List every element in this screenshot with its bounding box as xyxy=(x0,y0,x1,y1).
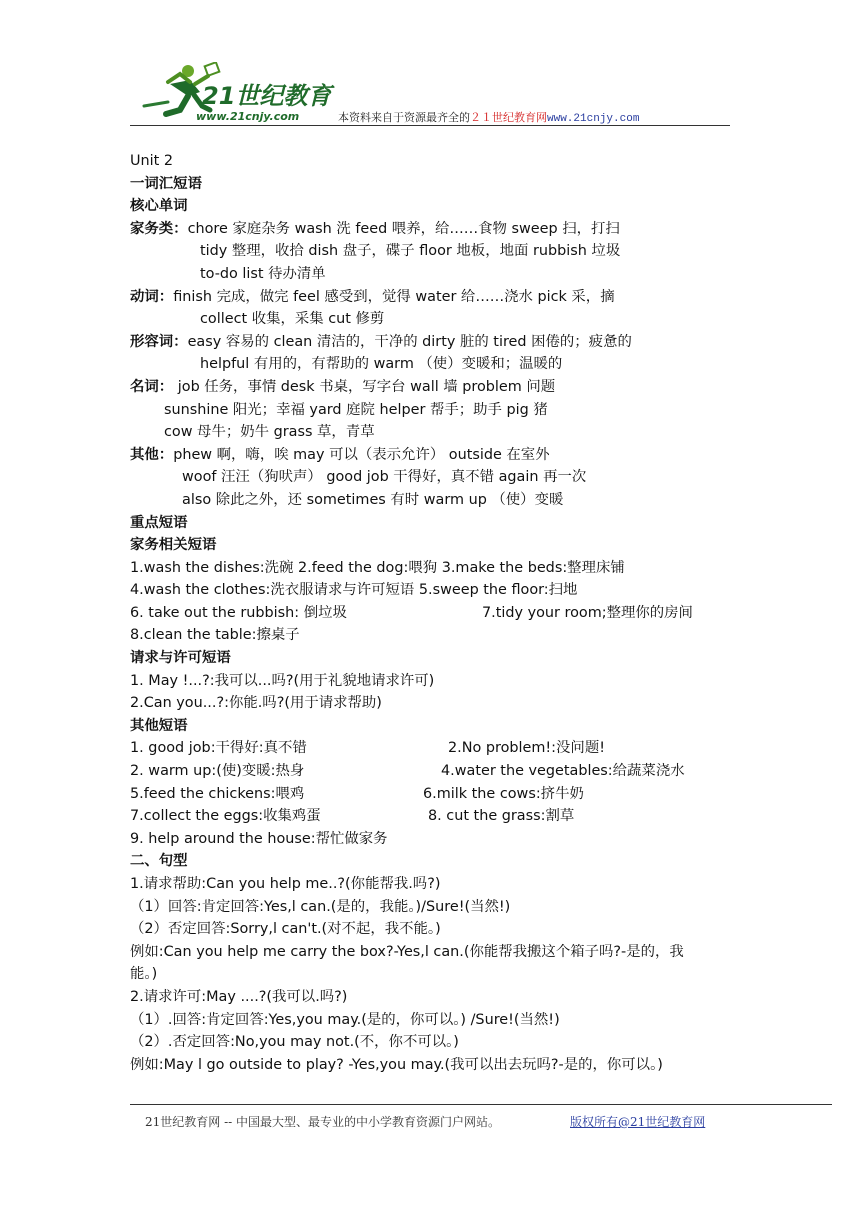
text-line: helpful 有用的，有帮助的 warm （使）变暖和；温暖的 xyxy=(200,356,563,373)
text-line xyxy=(130,376,736,399)
text-line xyxy=(130,783,736,806)
line-text: job 任务，事情 desk 书桌，写字台 wall 墙 problem 问题 xyxy=(173,378,556,395)
category-label: 形容词： xyxy=(130,333,188,350)
phrase-item: 2.No problem!:没问题! xyxy=(448,740,605,757)
source-site-name: ２１世纪教育网 xyxy=(470,111,547,124)
phrase-item: 6.milk the cows:挤牛奶 xyxy=(423,785,584,802)
text-line: （1）.回答:肯定回答:Yes,you may.(是的，你可以。) /Sure!(当然!) xyxy=(130,1011,560,1028)
text-line: 1.wash the dishes:洗碗 2.feed the dog:喂狗 3.make the beds:整理床铺 xyxy=(130,559,625,576)
text-line xyxy=(130,760,736,783)
text-line: 例如:Can you help me carry the box?-Yes,l can.(你能帮我搬这个箱子吗?-是的，我 xyxy=(130,943,684,960)
text-line: 能。) xyxy=(130,966,158,983)
copyright-link[interactable]: 版权所有@21世纪教育网 xyxy=(570,1115,706,1129)
text-line: sunshine 阳光；幸福 yard 庭院 helper 帮手；助手 pig 猪 xyxy=(164,401,548,418)
text-line: 1.请求帮助:Can you help me..?(你能帮我.吗?) xyxy=(130,876,441,892)
phrase-item: 5.feed the chickens:喂鸡 xyxy=(130,785,305,802)
text-line: Unit 2 xyxy=(130,153,174,169)
text-line xyxy=(130,602,736,625)
text-line xyxy=(130,737,736,760)
text-line: 2.请求许可:May ....?(我可以.吗?) xyxy=(130,988,348,1005)
text-line xyxy=(130,331,736,354)
text-line: also 除此之外，还 sometimes 有时 warm up （使）变暖 xyxy=(182,491,564,508)
line-text: finish 完成，做完 feel 感受到，觉得 water 给……浇水 pick 采，摘 xyxy=(173,288,615,305)
text-line: 4.wash the clothes:洗衣服请求与许可短语 5.sweep the floor:扫地 xyxy=(130,582,578,599)
text-line: （2）.否定回答:No,you may not.(不，你不可以。) xyxy=(130,1034,459,1051)
category-label: 动词： xyxy=(130,288,174,305)
text-line: 例如:May l go outside to play? -Yes,you may.(我可以出去玩吗?-是的，你可以。) xyxy=(130,1056,663,1073)
line-text: easy 容易的 clean 清洁的，干净的 dirty 脏的 tired 困倦的；疲惫的 xyxy=(187,333,632,350)
header-source xyxy=(338,109,639,125)
section-heading: 请求与许可短语 xyxy=(130,650,231,667)
text-line xyxy=(130,286,736,309)
document-body xyxy=(130,150,736,1076)
section-heading: 一词汇短语 xyxy=(130,175,202,192)
text-line: 8.clean the table:擦桌子 xyxy=(130,627,300,644)
phrase-item: 2. warm up:(使)变暖:热身 xyxy=(130,763,305,780)
category-label: 其他： xyxy=(130,446,174,463)
footer-text: 21世纪教育网 -- 中国最大型、最专业的中小学教育资源门户网站。 xyxy=(145,1115,501,1129)
category-label: 家务类： xyxy=(130,220,188,237)
text-line: 9. help around the house:帮忙做家务 xyxy=(130,830,388,847)
section-heading: 核心单词 xyxy=(130,198,188,215)
phrase-item: 1. good job:干得好:真不错 xyxy=(130,740,307,757)
line-text: phew 啊，嗨，唉 may 可以（表示允许） outside 在室外 xyxy=(173,446,550,463)
site-logo xyxy=(140,62,340,126)
text-line: （2）否定回答:Sorry,l can't.(对不起，我不能。) xyxy=(130,921,441,938)
text-line: tidy 整理，收拾 dish 盘子，碟子 floor 地板，地面 rubbish 垃圾 xyxy=(200,243,621,260)
category-label: 名词： xyxy=(130,378,174,395)
section-heading: 二、句型 xyxy=(130,853,188,870)
line-text: chore 家庭杂务 wash 洗 feed 喂养，给……食物 sweep 扫，打扫 xyxy=(187,220,620,237)
phrase-item: 4.water the vegetables:给蔬菜浇水 xyxy=(441,763,685,780)
text-line: 1. May !...?:我可以...吗?(用于礼貌地请求许可) xyxy=(130,672,435,689)
footer-divider xyxy=(130,1104,832,1105)
text-line: 2.Can you...?:你能.吗?(用于请求帮助) xyxy=(130,695,382,712)
text-line xyxy=(130,218,736,241)
phrase-item: 6. take out the rubbish: 倒垃圾 xyxy=(130,604,347,621)
text-line: collect 收集，采集 cut 修剪 xyxy=(200,311,385,328)
source-prefix: 本资料来自于资源最齐全的 xyxy=(338,111,470,124)
logo-url: www.21cnjy.com xyxy=(196,110,300,123)
text-line: （1）回答:肯定回答:Yes,l can.(是的，我能。)/Sure!(当然!) xyxy=(130,898,511,915)
header-divider xyxy=(130,125,730,126)
text-line xyxy=(130,444,736,467)
text-line: woof 汪汪（狗吠声） good job 干得好，真不错 again 再一次 xyxy=(182,469,587,486)
source-url[interactable]: www.21cnjy.com xyxy=(547,113,640,125)
section-heading: 重点短语 xyxy=(130,514,188,531)
phrase-item: 8. cut the grass:割草 xyxy=(428,808,575,825)
text-line: to-do list 待办清单 xyxy=(200,265,326,282)
section-heading: 其他短语 xyxy=(130,717,188,734)
logo-text: 21世纪教育 xyxy=(202,82,332,110)
phrase-item: 7.collect the eggs:收集鸡蛋 xyxy=(130,808,321,825)
text-line xyxy=(130,805,736,828)
text-line: cow 母牛；奶牛 grass 草，青草 xyxy=(164,424,375,441)
section-heading: 家务相关短语 xyxy=(130,537,217,554)
phrase-item: 7.tidy your room;整理你的房间 xyxy=(482,604,693,621)
